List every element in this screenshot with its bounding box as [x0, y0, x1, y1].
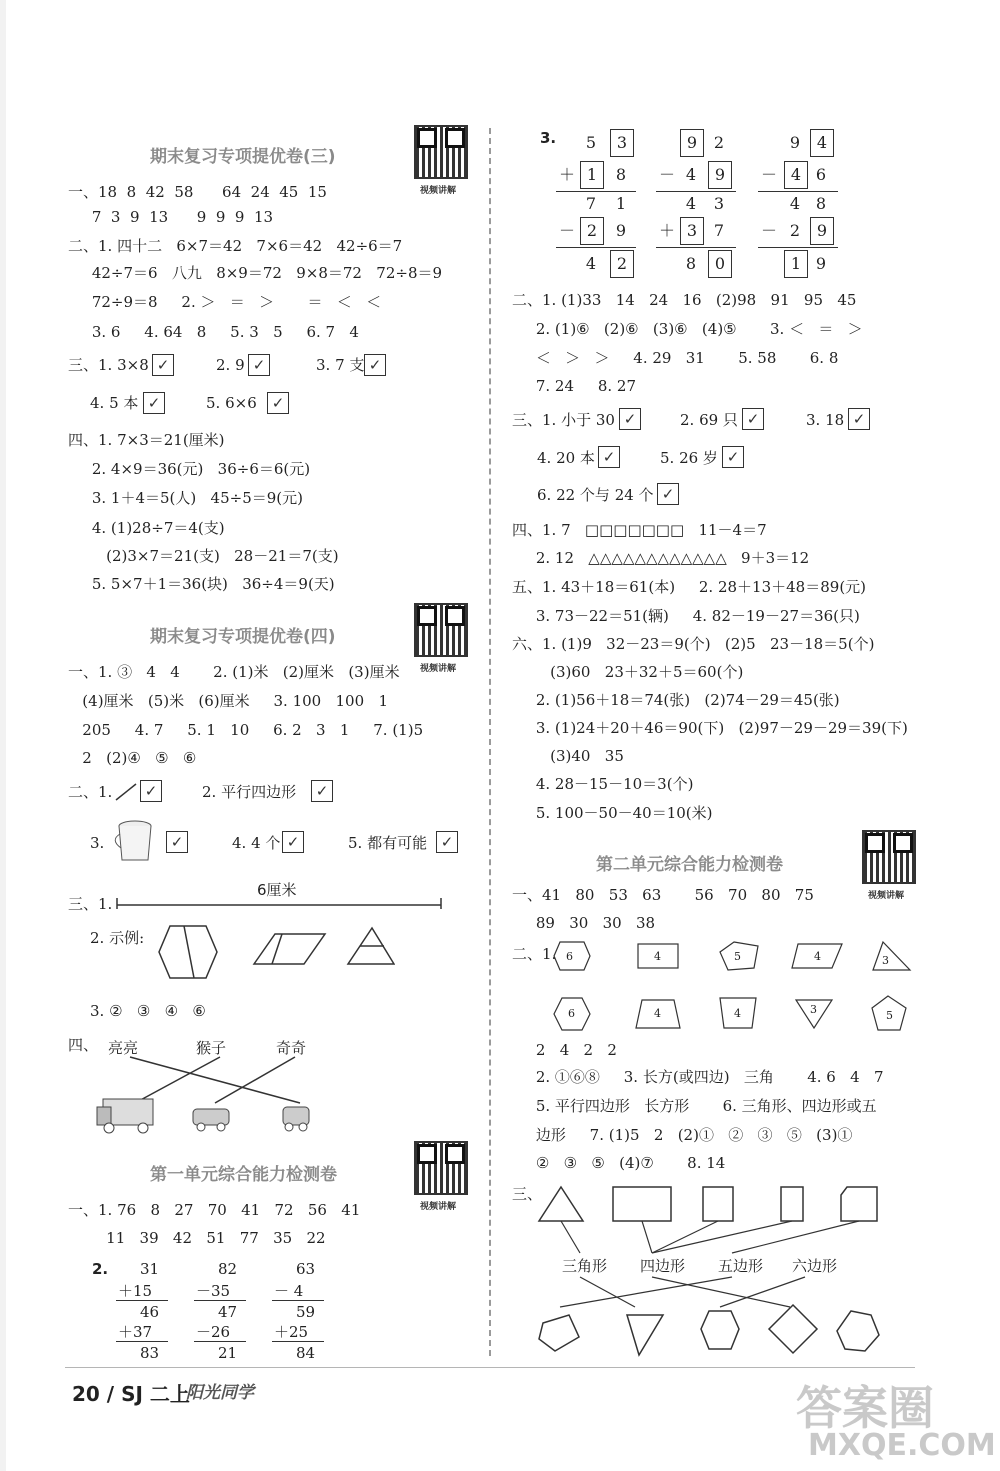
- answer-line: 2. 12 △△△△△△△△△△△△ 9＋3＝12: [512, 549, 810, 567]
- cut-shapes-figure: [150, 922, 395, 982]
- answer-line: 42÷7＝6 八九 8×9＝72 9×8＝72 72÷8＝9: [68, 264, 443, 282]
- answer-line: 二、1. 四十二 6×7＝42 7×6＝42 42÷6＝7: [68, 237, 403, 255]
- name-label: 亮亮: [108, 1039, 139, 1057]
- answer-line: 3. 7 支: [316, 356, 365, 374]
- check-box: ✓: [311, 780, 333, 802]
- answer-line: (3)60 23＋32＋5＝60(个): [512, 663, 744, 681]
- answer-line: 四、1. 7 □□□□□□□ 11－4＝7: [512, 521, 767, 539]
- slash-line-figure: [114, 780, 138, 802]
- answer-line: 2. 平行四边形: [202, 783, 297, 801]
- sum-line: [656, 247, 736, 248]
- answer-line: 11 39 42 51 77 35 22: [68, 1229, 326, 1247]
- answer-line: 六、1. (1)9 32－23＝9(个) (2)5 23－18＝5(个): [512, 635, 875, 653]
- answer-line: 4. 28－15－10＝3(个): [512, 775, 694, 793]
- digit-box: 3: [680, 217, 704, 245]
- answer-line: 3. ② ③ ④ ⑥: [90, 1002, 206, 1020]
- shape-name: 五边形: [718, 1257, 764, 1275]
- answer-line: 72÷9＝8 2. ＞ ＝ ＞ ＝ ＜ ＜: [68, 293, 382, 311]
- qr-code-icon[interactable]: [414, 125, 468, 179]
- vert-num: ＋25: [274, 1323, 309, 1341]
- answer-line: 3. 6 4. 64 8 5. 3 5 6. 7 4: [68, 323, 359, 341]
- operator: ＋: [558, 165, 575, 184]
- answer-line: 5. 6×6: [206, 394, 257, 412]
- answer-line: 3. (1)24＋20＋46＝90(下) (2)97－29－29＝39(下): [512, 719, 908, 737]
- answer-line: 四、1. 7×3＝21(厘米): [68, 431, 225, 449]
- digit: 4: [685, 165, 697, 184]
- section-title-4: 期末复习专项提优卷(四): [150, 627, 336, 647]
- watermark-url: MXQE.COM: [808, 1428, 996, 1463]
- check-box: ✓: [657, 483, 679, 505]
- qr-label: 视频讲解: [420, 664, 457, 674]
- sum-line: [116, 1341, 168, 1342]
- answer-line: 3.: [90, 834, 105, 852]
- digit: 9: [815, 254, 827, 273]
- unit1-title: 第一单元综合能力检测卷: [150, 1165, 337, 1185]
- answer-line: 5. 平行四边形 长方形 6. 三角形、四边形或五: [512, 1097, 877, 1115]
- shape-name: 三角形: [562, 1257, 608, 1275]
- check-box: ✓: [848, 408, 870, 430]
- answer-line: 4. 4 个: [232, 834, 281, 852]
- answer-line: 2. 示例:: [90, 929, 145, 947]
- check-box: ✓: [166, 831, 188, 853]
- digit: 9: [615, 221, 627, 240]
- digit: 4: [789, 194, 801, 213]
- answer-line: 2 4 2 2: [512, 1041, 617, 1059]
- digit: 4: [685, 194, 697, 213]
- digit: 8: [685, 254, 697, 273]
- question-number: 3.: [540, 129, 557, 147]
- qr-code-icon[interactable]: [414, 603, 468, 657]
- answer-line: 2. 69 只: [680, 411, 738, 429]
- check-box: ✓: [143, 392, 165, 414]
- answer-line: 5. 26 岁: [660, 449, 718, 467]
- answer-line: 三、1.: [68, 895, 113, 913]
- sum-line: [194, 1341, 246, 1342]
- answer-line: ＜ ＞ ＞ 4. 29 31 5. 58 6. 8: [512, 349, 839, 367]
- answer-line: 6. 22 个与 24 个: [537, 486, 654, 504]
- answer-line: 四、: [68, 1036, 99, 1054]
- digit: 2: [713, 133, 725, 152]
- answer-line: 5. 都有可能: [348, 834, 428, 852]
- check-box: ✓: [742, 408, 764, 430]
- column-divider: [489, 128, 491, 1356]
- check-box: ✓: [619, 408, 641, 430]
- answer-line: 7. 24 8. 27: [512, 377, 637, 395]
- unit2-title: 第二单元综合能力检测卷: [596, 855, 783, 875]
- answer-line: 4. 5 本: [90, 394, 139, 412]
- answer-line: 4. 20 本: [537, 449, 595, 467]
- sum-line: [758, 247, 838, 248]
- operator: －: [658, 165, 675, 184]
- sum-line: [272, 1341, 324, 1342]
- vert-num: 84: [296, 1344, 316, 1362]
- vert-num: 46: [140, 1303, 160, 1321]
- digit-box: 4: [784, 161, 808, 189]
- check-box: ✓: [248, 354, 270, 376]
- answer-line: (3)40 35: [512, 747, 624, 765]
- answer-line: 2. ①⑥⑧ 3. 长方(或四边) 三角 4. 6 4 7: [512, 1068, 884, 1086]
- answer-line: 2 (2)④ ⑤ ⑥: [68, 749, 197, 767]
- answer-line: 2. 4×9＝36(元) 36÷6＝6(元): [68, 460, 311, 478]
- answer-line: 一、41 80 53 63 56 70 80 75: [512, 886, 814, 904]
- digit-box: 9: [680, 129, 704, 157]
- sum-line: [556, 247, 636, 248]
- answer-line: 3. 1＋4＝5(人) 45÷5＝9(元): [68, 489, 304, 507]
- operator: －: [558, 221, 575, 240]
- watermark-logo: 答案圈: [796, 1381, 934, 1435]
- answer-line: 4. (1)28÷7＝4(支): [68, 519, 225, 537]
- answer-line: 5. 5×7＋1＝36(块) 36÷4＝9(天): [68, 575, 335, 593]
- vert-num: 47: [218, 1303, 238, 1321]
- check-box: ✓: [282, 831, 304, 853]
- operator: －: [760, 221, 777, 240]
- question-number: 2.: [92, 1260, 109, 1278]
- answer-line: 2. 9: [216, 356, 245, 374]
- vert-num: －35: [196, 1282, 231, 1300]
- digit-box: 2: [610, 250, 634, 278]
- qr-code-icon[interactable]: [862, 830, 916, 884]
- answer-line: 2. (1)56＋18＝74(张) (2)74－29＝45(张): [512, 691, 840, 709]
- answer-line: 一、18 8 42 58 64 24 45 15: [68, 183, 327, 201]
- sum-line: [758, 191, 838, 192]
- answer-line: 89 30 30 38: [512, 914, 656, 932]
- digit-box: 1: [580, 161, 604, 189]
- sum-line: [556, 191, 636, 192]
- shape-number: 3: [882, 954, 889, 967]
- shape-number: 4: [654, 950, 661, 963]
- digit-box: 9: [810, 217, 834, 245]
- cup-icon: [113, 818, 159, 864]
- answer-line: 三、1. 小于 30: [512, 411, 615, 429]
- vert-num: ＋37: [118, 1323, 153, 1341]
- brand-logo: 阳光同学: [186, 1383, 254, 1403]
- qr-label: 视频讲解: [420, 186, 457, 196]
- vert-num: 83: [140, 1344, 160, 1362]
- vert-num: 21: [218, 1344, 238, 1362]
- check-box: ✓: [267, 392, 289, 414]
- answer-line: 五、1. 43＋18＝61(本) 2. 28＋13＋48＝89(元): [512, 578, 867, 596]
- shape-number: 4: [814, 950, 821, 963]
- answer-line: 二、1.: [68, 783, 113, 801]
- section-title-3: 期末复习专项提优卷(三): [150, 147, 336, 167]
- vert-num: 63: [296, 1260, 316, 1278]
- check-box: ✓: [436, 831, 458, 853]
- operator: ＋: [658, 221, 675, 240]
- vert-num: 82: [218, 1260, 238, 1278]
- digit: 1: [615, 194, 627, 213]
- answer-line: 一、1. ③ 4 4 2. (1)米 (2)厘米 (3)厘米: [68, 663, 400, 681]
- answer-line: 二、1.: [512, 945, 557, 963]
- answer-line: (4)厘米 (5)米 (6)厘米 3. 100 100 1: [68, 692, 388, 710]
- qr-label: 视频讲解: [420, 1202, 457, 1212]
- sum-line: [116, 1300, 168, 1301]
- vert-num: 31: [140, 1260, 160, 1278]
- sum-line: [272, 1300, 324, 1301]
- sum-line: [656, 191, 736, 192]
- digit-box: 1: [784, 250, 808, 278]
- digit-box: 0: [708, 250, 732, 278]
- matching-vehicles-figure: [95, 1055, 320, 1135]
- check-box: ✓: [598, 446, 620, 468]
- answer-line: 边形 7. (1)5 2 (2)① ② ③ ⑤ (3)①: [512, 1126, 853, 1144]
- answer-line: 3. 73－22＝51(辆) 4. 82－19－27＝36(只): [512, 607, 860, 625]
- answer-line: 一、1. 76 8 27 70 41 72 56 41: [68, 1201, 361, 1219]
- digit: 7: [585, 194, 597, 213]
- operator: －: [760, 165, 777, 184]
- digit-box: 9: [708, 161, 732, 189]
- check-box: ✓: [152, 354, 174, 376]
- check-box: ✓: [722, 446, 744, 468]
- shape-number: 4: [734, 1007, 741, 1020]
- answer-line: 5. 100－50－40＝10(米): [512, 804, 713, 822]
- digit: 7: [713, 221, 725, 240]
- shape-number: 4: [654, 1007, 661, 1020]
- digit: 8: [815, 194, 827, 213]
- sum-line: [194, 1300, 246, 1301]
- page-edge: [0, 0, 6, 1471]
- check-box: ✓: [140, 780, 162, 802]
- digit-box: 3: [610, 129, 634, 157]
- answer-line: 205 4. 7 5. 1 10 6. 2 3 1 7. (1)5: [68, 721, 424, 739]
- digit: 6: [815, 165, 827, 184]
- footer-rule: [65, 1367, 915, 1368]
- page-number: 20 / SJ 二上: [72, 1382, 190, 1406]
- digit: 2: [789, 221, 801, 240]
- vert-num: － 4: [274, 1282, 304, 1300]
- answer-line: 三、: [512, 1185, 543, 1203]
- name-label: 猴子: [196, 1039, 227, 1057]
- digit-box: 2: [580, 217, 604, 245]
- vert-num: 59: [296, 1303, 316, 1321]
- answer-line: 3. 18: [806, 411, 845, 429]
- qr-code-icon[interactable]: [414, 1141, 468, 1195]
- shape-number: 6: [568, 1007, 575, 1020]
- vert-num: －26: [196, 1323, 231, 1341]
- shape-number: 5: [886, 1009, 893, 1022]
- digit: 8: [615, 165, 627, 184]
- shape-number: 6: [566, 950, 573, 963]
- vert-num: ＋15: [118, 1282, 153, 1300]
- digit: 3: [713, 194, 725, 213]
- answer-line: (2)3×7＝21(支) 28－21＝7(支): [68, 547, 339, 565]
- answer-line: 7 3 9 13 9 9 9 13: [68, 208, 274, 226]
- digit-box: 4: [810, 129, 834, 157]
- answer-line: 二、1. (1)33 14 24 16 (2)98 91 95 45: [512, 291, 857, 309]
- ruler-line: [115, 895, 445, 911]
- answer-line: 三、1. 3×8: [68, 356, 149, 374]
- digit: 5: [585, 133, 597, 152]
- shape-number: 3: [810, 1003, 817, 1016]
- digit: 4: [585, 254, 597, 273]
- numbered-shapes-figure: [548, 936, 918, 1046]
- digit: 9: [789, 133, 801, 152]
- shape-name: 六边形: [792, 1257, 838, 1275]
- answer-line: ② ③ ⑤ (4)⑦ 8. 14: [512, 1154, 726, 1172]
- qr-label: 视频讲解: [868, 891, 905, 901]
- shape-name: 四边形: [640, 1257, 686, 1275]
- ruler-label: 6厘米: [257, 881, 297, 899]
- answer-line: 2. (1)⑥ (2)⑥ (3)⑥ (4)⑤ 3. ＜ ＝ ＞: [512, 320, 863, 338]
- shape-number: 5: [734, 950, 741, 963]
- check-box: ✓: [364, 354, 386, 376]
- name-label: 奇奇: [276, 1039, 307, 1057]
